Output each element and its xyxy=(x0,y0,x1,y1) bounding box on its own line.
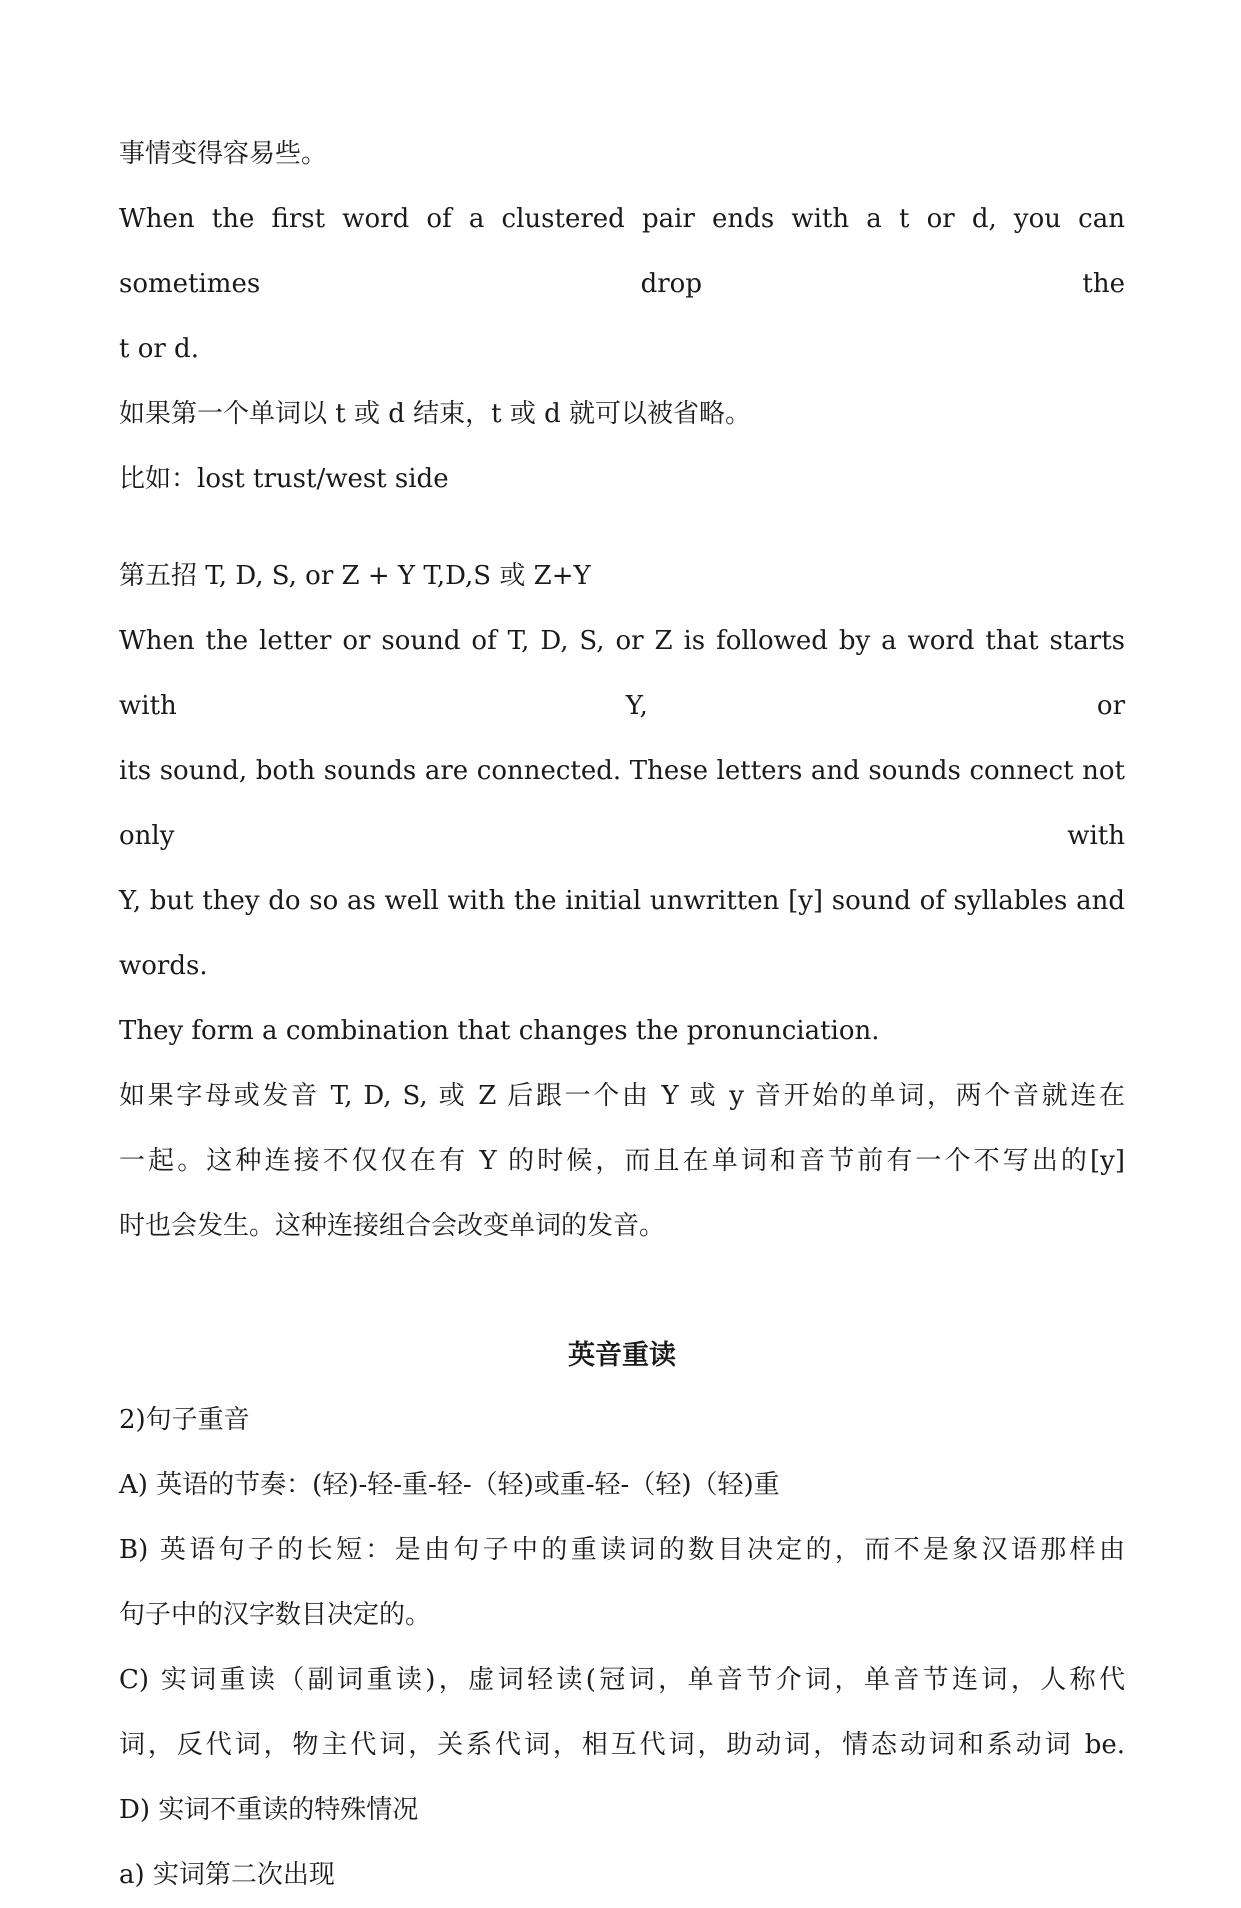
paragraph-line: 如果第一个单词以 t 或 d 结束，t 或 d 就可以被省略。 xyxy=(119,399,752,429)
paragraph-line: 如果字母或发音 T, D, S, 或 Z 后跟一个由 Y 或 y 音开始的单词，两个音就连在 xyxy=(119,1081,1125,1111)
paragraph-line: 一起。这种连接不仅仅在有 Y 的时候，而且在单词和音节前有一个不写出的[y] xyxy=(119,1146,1125,1176)
section-heading: 英音重读 xyxy=(568,1340,676,1371)
list-item-line: 词，反代词，物主代词，关系代词，相互代词，助动词，情态动词和系动词 be. xyxy=(119,1730,1125,1760)
subheading-line: 2)句子重音 xyxy=(119,1405,250,1435)
paragraph-line: t or d. xyxy=(119,334,199,364)
paragraph-line: When the first word of a clustered pair ends with a t or d, you can sometimes drop the xyxy=(119,204,1125,299)
paragraph-line: 事情变得容易些。 xyxy=(119,139,328,169)
paragraph-line: They form a combination that changes the pronunciation. xyxy=(119,1016,880,1046)
list-item-line: A) 英语的节奏：(轻)-轻-重-轻-（轻)或重-轻-（轻)（轻)重 xyxy=(119,1470,780,1500)
paragraph-line: When the letter or sound of T, D, S, or Z is followed by a word that starts with Y, or xyxy=(119,626,1125,721)
paragraph-line: Y, but they do so as well with the initial unwritten [y] sound of syllables and words. xyxy=(119,886,1125,981)
list-item-line: a) 实词第二次出现 xyxy=(119,1860,335,1890)
example-line: 比如：lost trust/west side xyxy=(119,464,449,494)
list-item-line: C) 实词重读（副词重读)，虚词轻读(冠词，单音节介词，单音节连词，人称代 xyxy=(119,1665,1125,1695)
paragraph-line: its sound, both sounds are connected. These letters and sounds connect not only with xyxy=(119,756,1125,851)
section-title-line: 第五招 T, D, S, or Z + Y T,D,S 或 Z+Y xyxy=(119,561,591,591)
list-item-line: B) 英语句子的长短：是由句子中的重读词的数目决定的，而不是象汉语那样由 xyxy=(119,1535,1126,1565)
list-item-line: D) 实词不重读的特殊情况 xyxy=(119,1795,419,1825)
paragraph-line: 时也会发生。这种连接组合会改变单词的发音。 xyxy=(119,1211,666,1241)
document-body xyxy=(119,122,1125,1908)
list-item-line: 句子中的汉字数目决定的。 xyxy=(119,1600,432,1630)
